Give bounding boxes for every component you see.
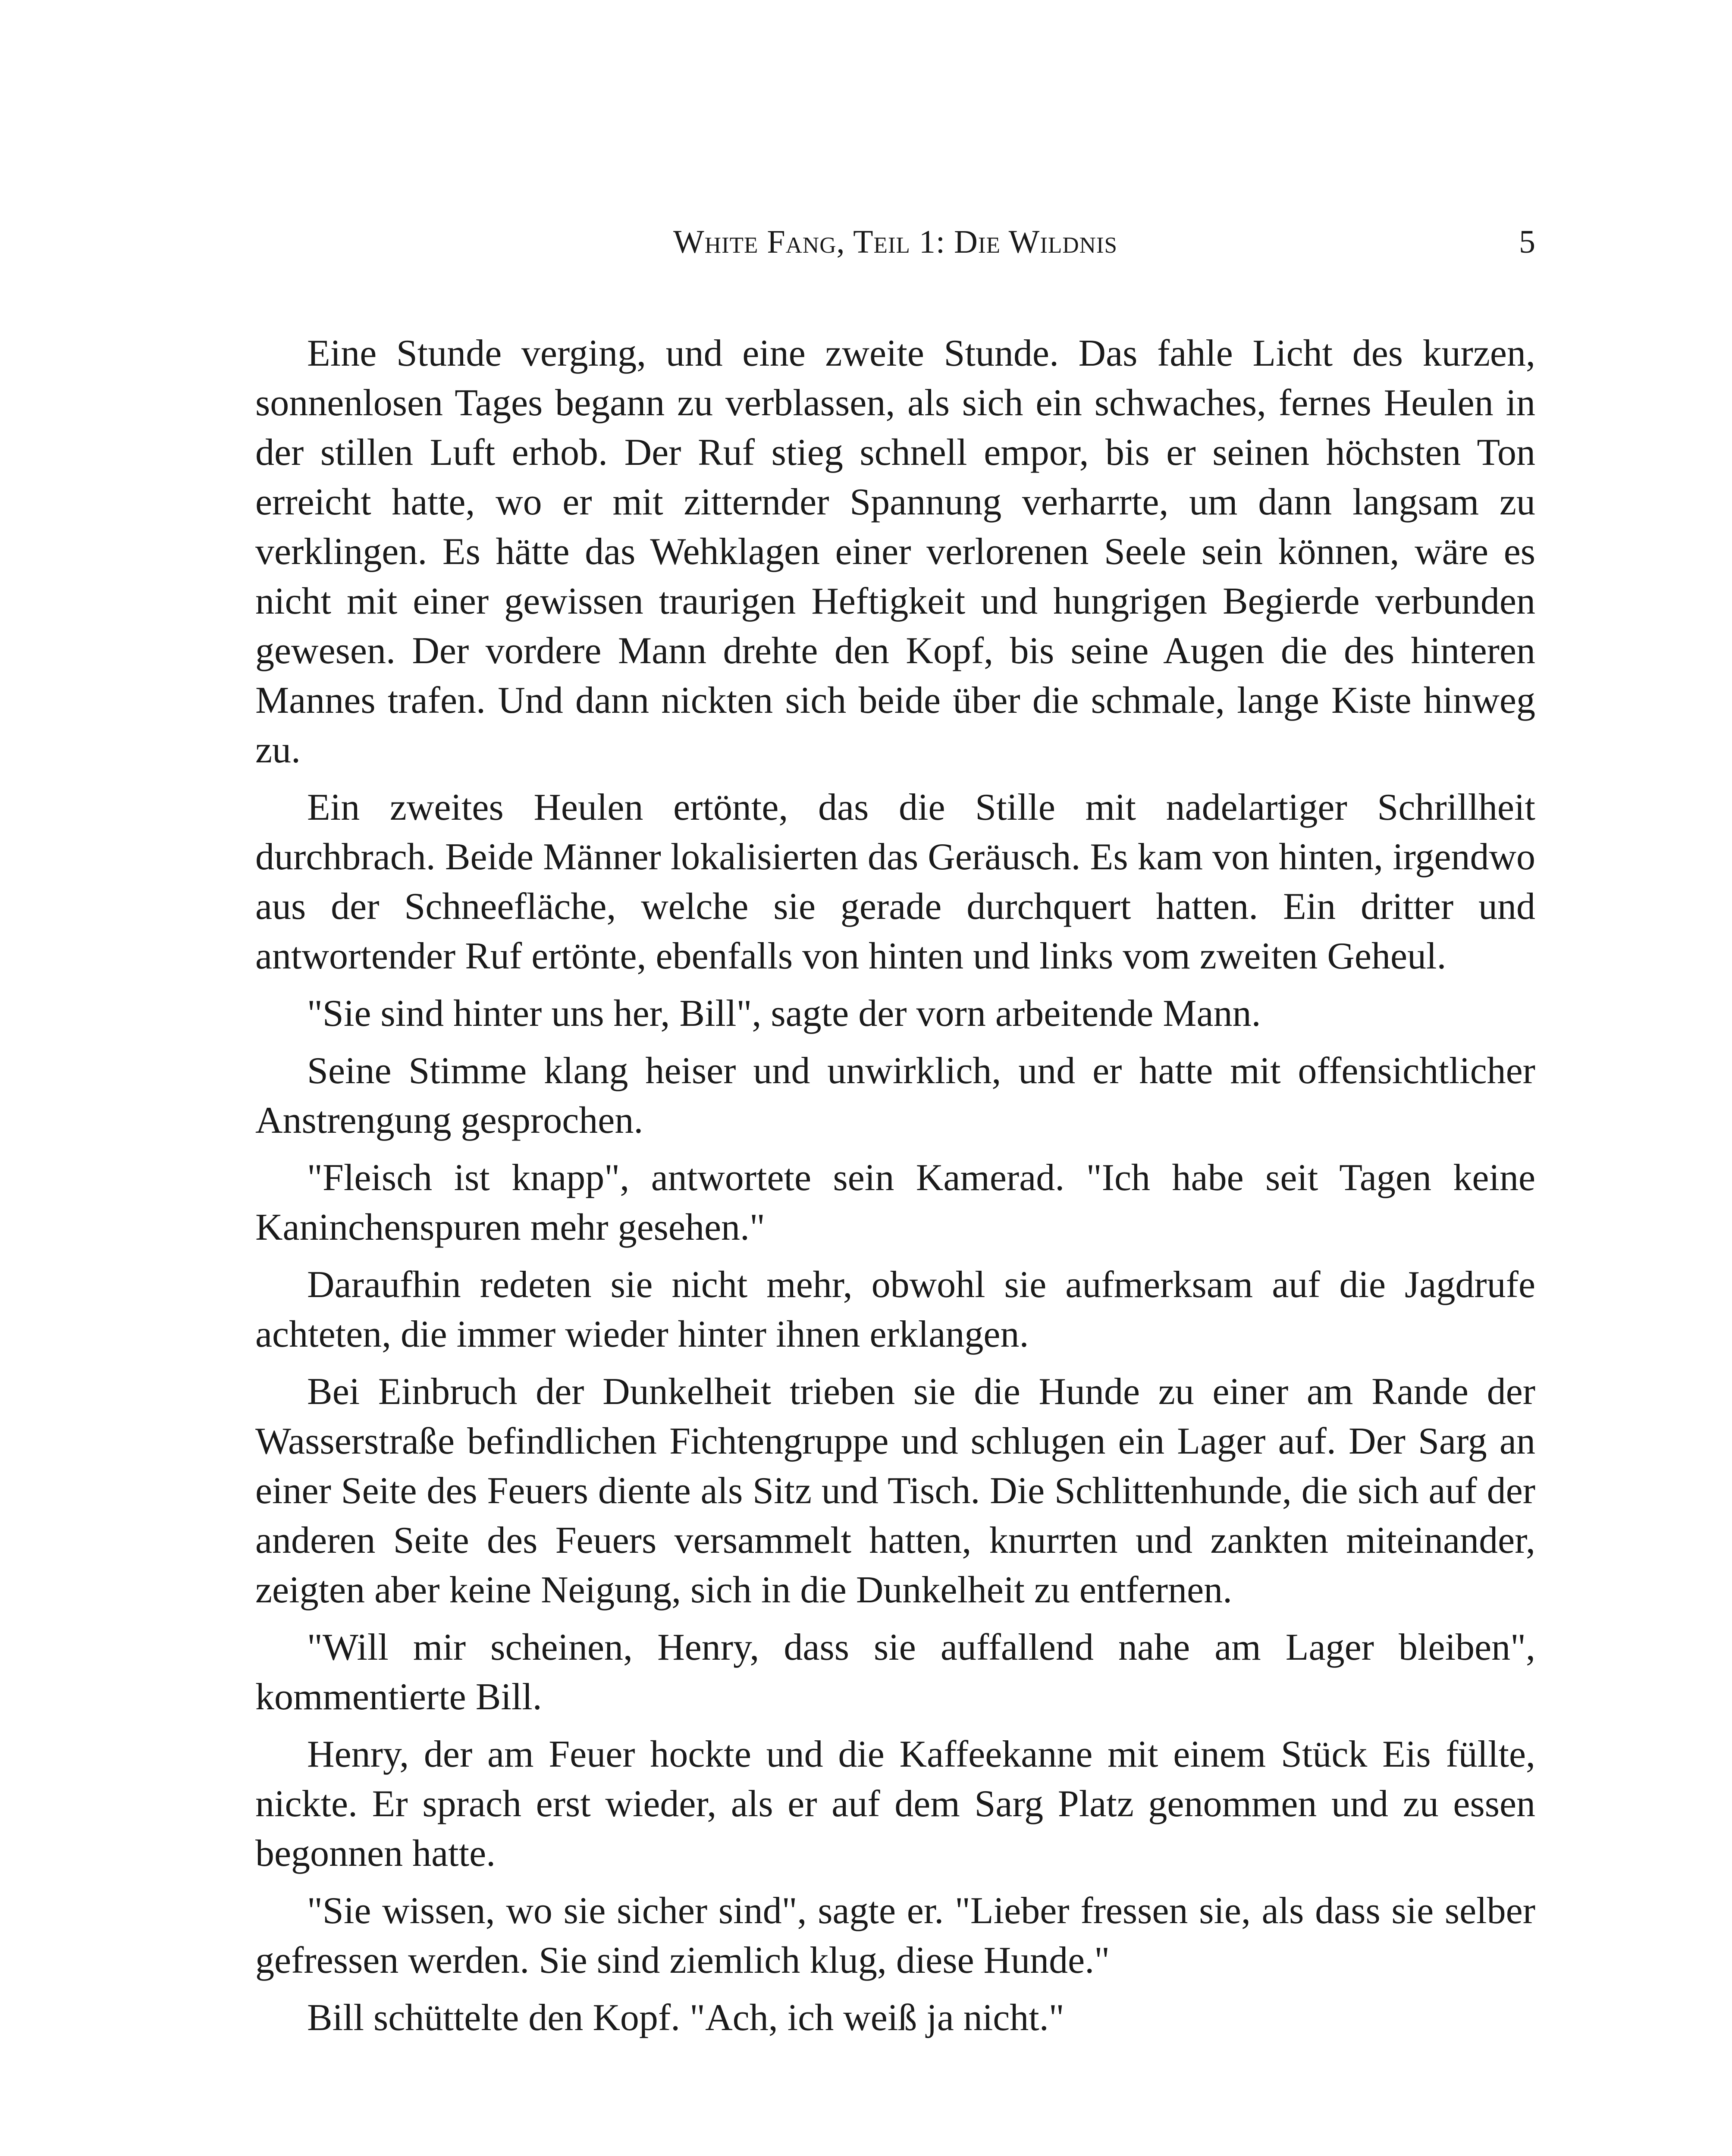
paragraph: "Fleisch ist knapp", antwortete sein Kamerad. "Ich habe seit Tagen keine Kaninchenspuren mehr gesehen." bbox=[255, 1157, 1535, 1248]
paragraph: "Sie sind hinter uns her, Bill", sagte der vorn arbeitende Mann. bbox=[307, 993, 1261, 1034]
paragraph: Bill schüttelte den Kopf. "Ach, ich weiß ja nicht." bbox=[307, 1997, 1064, 2039]
paragraph: Eine Stunde verging, und eine zweite Stunde. Das fahle Licht des kurzen, sonnenlosen Tages begann zu verblassen, als sich ein schwaches, fernes Heulen in der stillen Luft erhob. Der Ruf stieg schnell empor, bis er seinen höchsten Ton erreicht hatte, wo er mit zitternder Spannung verharrte, um dann langsam zu verklingen. Es hätte das Wehklagen einer verlorenen Seele sein können, wäre es nicht mit einer gewissen traurigen Heftigkeit und hungrigen Begierde verbunden gewesen. Der vordere Mann drehte den Kopf, bis seine Augen die des hinteren Mannes trafen. Und dann nickten sich beide über die schmale, lange Kiste hinweg zu. bbox=[255, 332, 1535, 771]
paragraph: Bei Einbruch der Dunkelheit trieben sie die Hunde zu einer am Rande der Wasserstraße befindlichen Fichtengruppe und schlugen ein Lager auf. Der Sarg an einer Seite des Feuers diente als Sitz und Tisch. Die Schlittenhunde, die sich auf der anderen Seite des Feuers versammelt hatten, knurrten und zankten miteinander, zeigten aber keine Neigung, sich in die Dunkelheit zu entfernen. bbox=[255, 1371, 1535, 1611]
paragraph: "Sie wissen, wo sie sicher sind", sagte er. "Lieber fressen sie, als dass sie selber gefressen werden. Sie sind ziemlich klug, diese Hunde." bbox=[255, 1890, 1535, 1981]
page-header bbox=[255, 222, 1535, 261]
paragraph: Seine Stimme klang heiser und unwirklich, und er hatte mit offensichtlicher Anstrengung gesprochen. bbox=[255, 1050, 1535, 1141]
running-head: White Fang, Teil 1: Die Wildnis bbox=[673, 224, 1118, 260]
page-number: 5 bbox=[1519, 224, 1535, 260]
paragraph: Henry, der am Feuer hockte und die Kaffeekanne mit einem Stück Eis füllte, nickte. Er sprach erst wieder, als er auf dem Sarg Platz genommen und zu essen begonnen hatte. bbox=[255, 1733, 1535, 1874]
paragraph: Daraufhin redeten sie nicht mehr, obwohl sie aufmerksam auf die Jagdrufe achteten, die immer wieder hinter ihnen erklangen. bbox=[255, 1264, 1535, 1355]
body-text bbox=[255, 329, 1535, 2050]
paragraph: "Will mir scheinen, Henry, dass sie auffallend nahe am Lager bleiben", kommentierte Bill. bbox=[255, 1626, 1535, 1718]
paragraph: Ein zweites Heulen ertönte, das die Stille mit nadelartiger Schrillheit durchbrach. Beide Männer lokalisierten das Geräusch. Es kam von hinten, irgendwo aus der Schneefläche, welche sie gerade durchquert hatten. Ein dritter und antwortender Ruf ertönte, ebenfalls von hinten und links vom zweiten Geheul. bbox=[255, 787, 1535, 977]
